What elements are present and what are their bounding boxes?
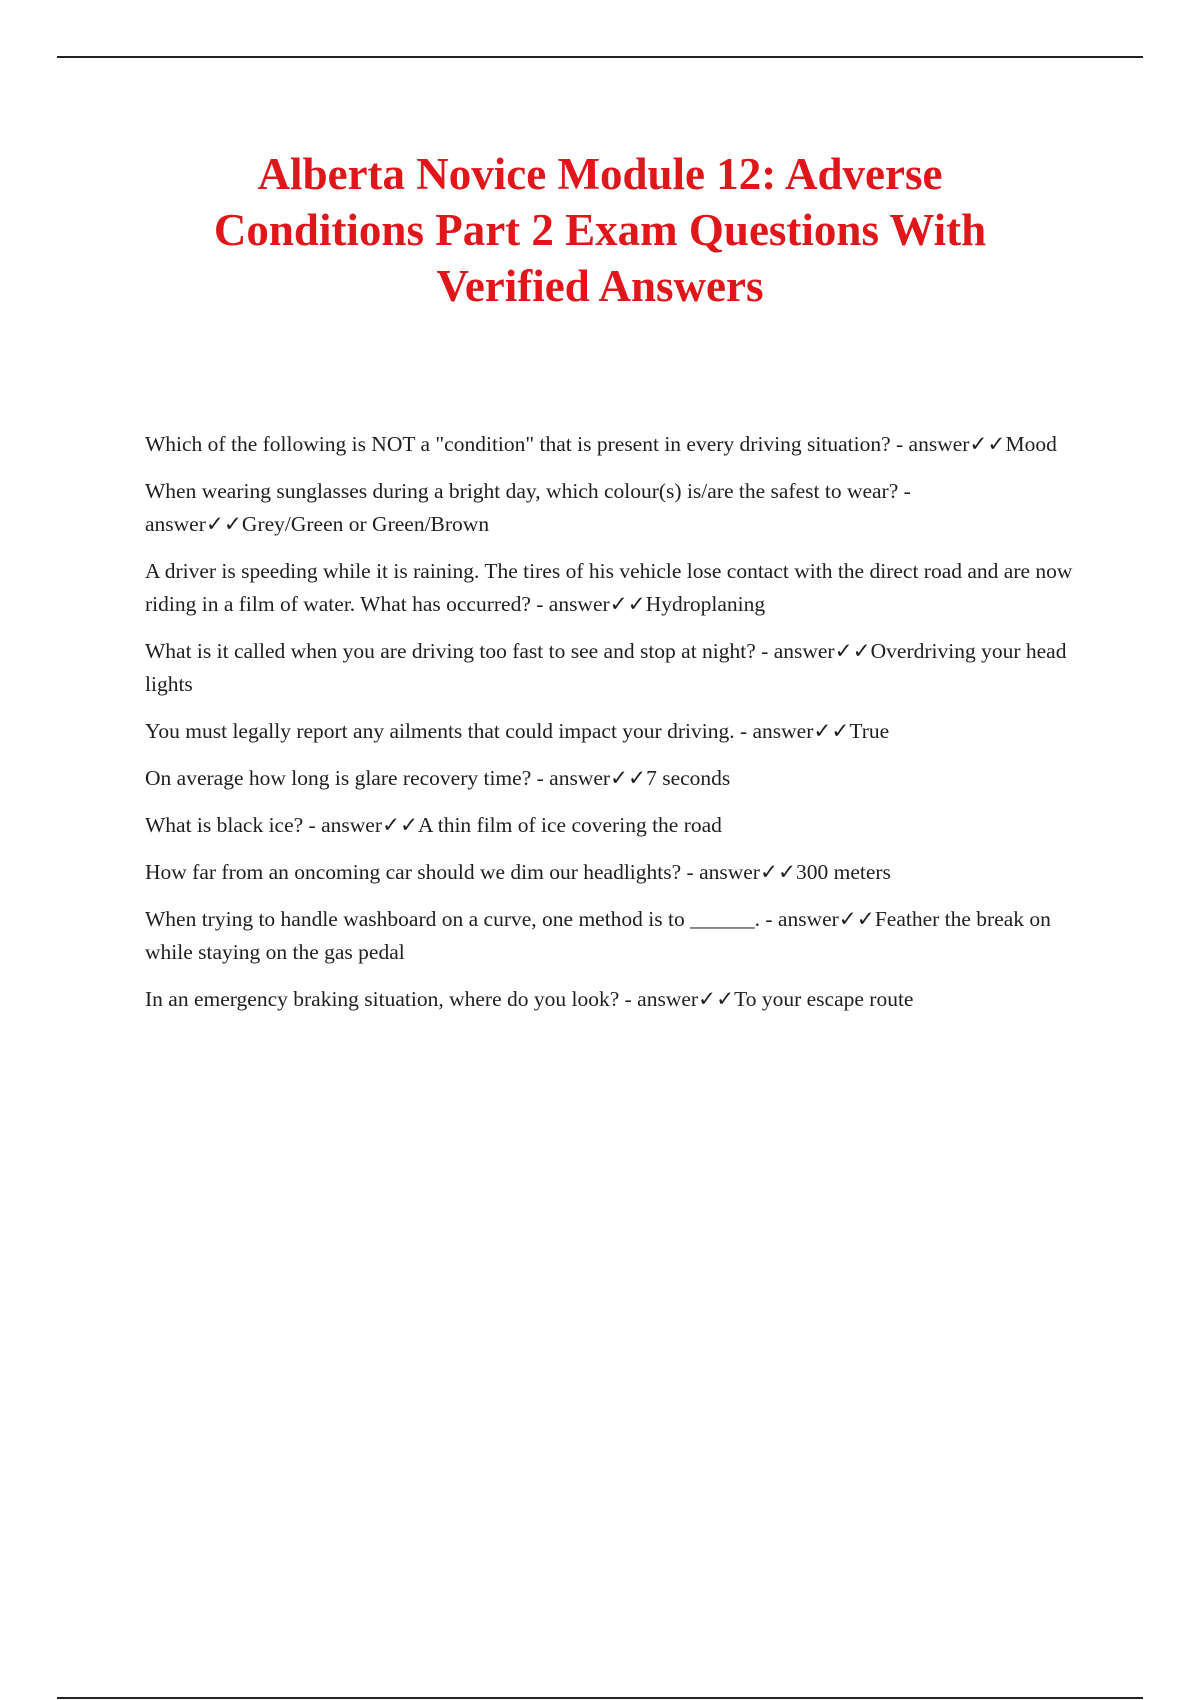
qa-item: In an emergency braking situation, where do you look? - answer✓✓To your escape route (145, 987, 914, 1011)
qa-item: A driver is speeding while it is raining. The tires of his vehicle lose contact with the direct road and are now riding in a film of water. What has occurred? - answer✓✓Hydroplaning (145, 559, 1073, 616)
top-rule (57, 56, 1143, 58)
document-title: Alberta Novice Module 12: Adverse Conditions Part 2 Exam Questions With Verified Answers (213, 149, 987, 311)
qa-item: When wearing sunglasses during a bright day, which colour(s) is/are the safest to wear? - answer✓✓Grey/Green or Green/Brown (145, 479, 911, 536)
qa-item: How far from an oncoming car should we dim our headlights? - answer✓✓300 meters (145, 860, 891, 884)
qa-item: Which of the following is NOT a "condition" that is present in every driving situation? - answer✓✓Mood (145, 432, 1057, 456)
bottom-rule (57, 1697, 1143, 1699)
qa-item: When trying to handle washboard on a curve, one method is to ______. - answer✓✓Feather the break on while staying on the gas pedal (145, 907, 1051, 964)
qa-list (145, 428, 1085, 1030)
qa-item: On average how long is glare recovery time? - answer✓✓7 seconds (145, 766, 731, 790)
qa-item: You must legally report any ailments that could impact your driving. - answer✓✓True (145, 719, 890, 743)
qa-item: What is black ice? - answer✓✓A thin film of ice covering the road (145, 813, 722, 837)
qa-item: What is it called when you are driving too fast to see and stop at night? - answer✓✓Overdriving your head lights (145, 639, 1067, 696)
